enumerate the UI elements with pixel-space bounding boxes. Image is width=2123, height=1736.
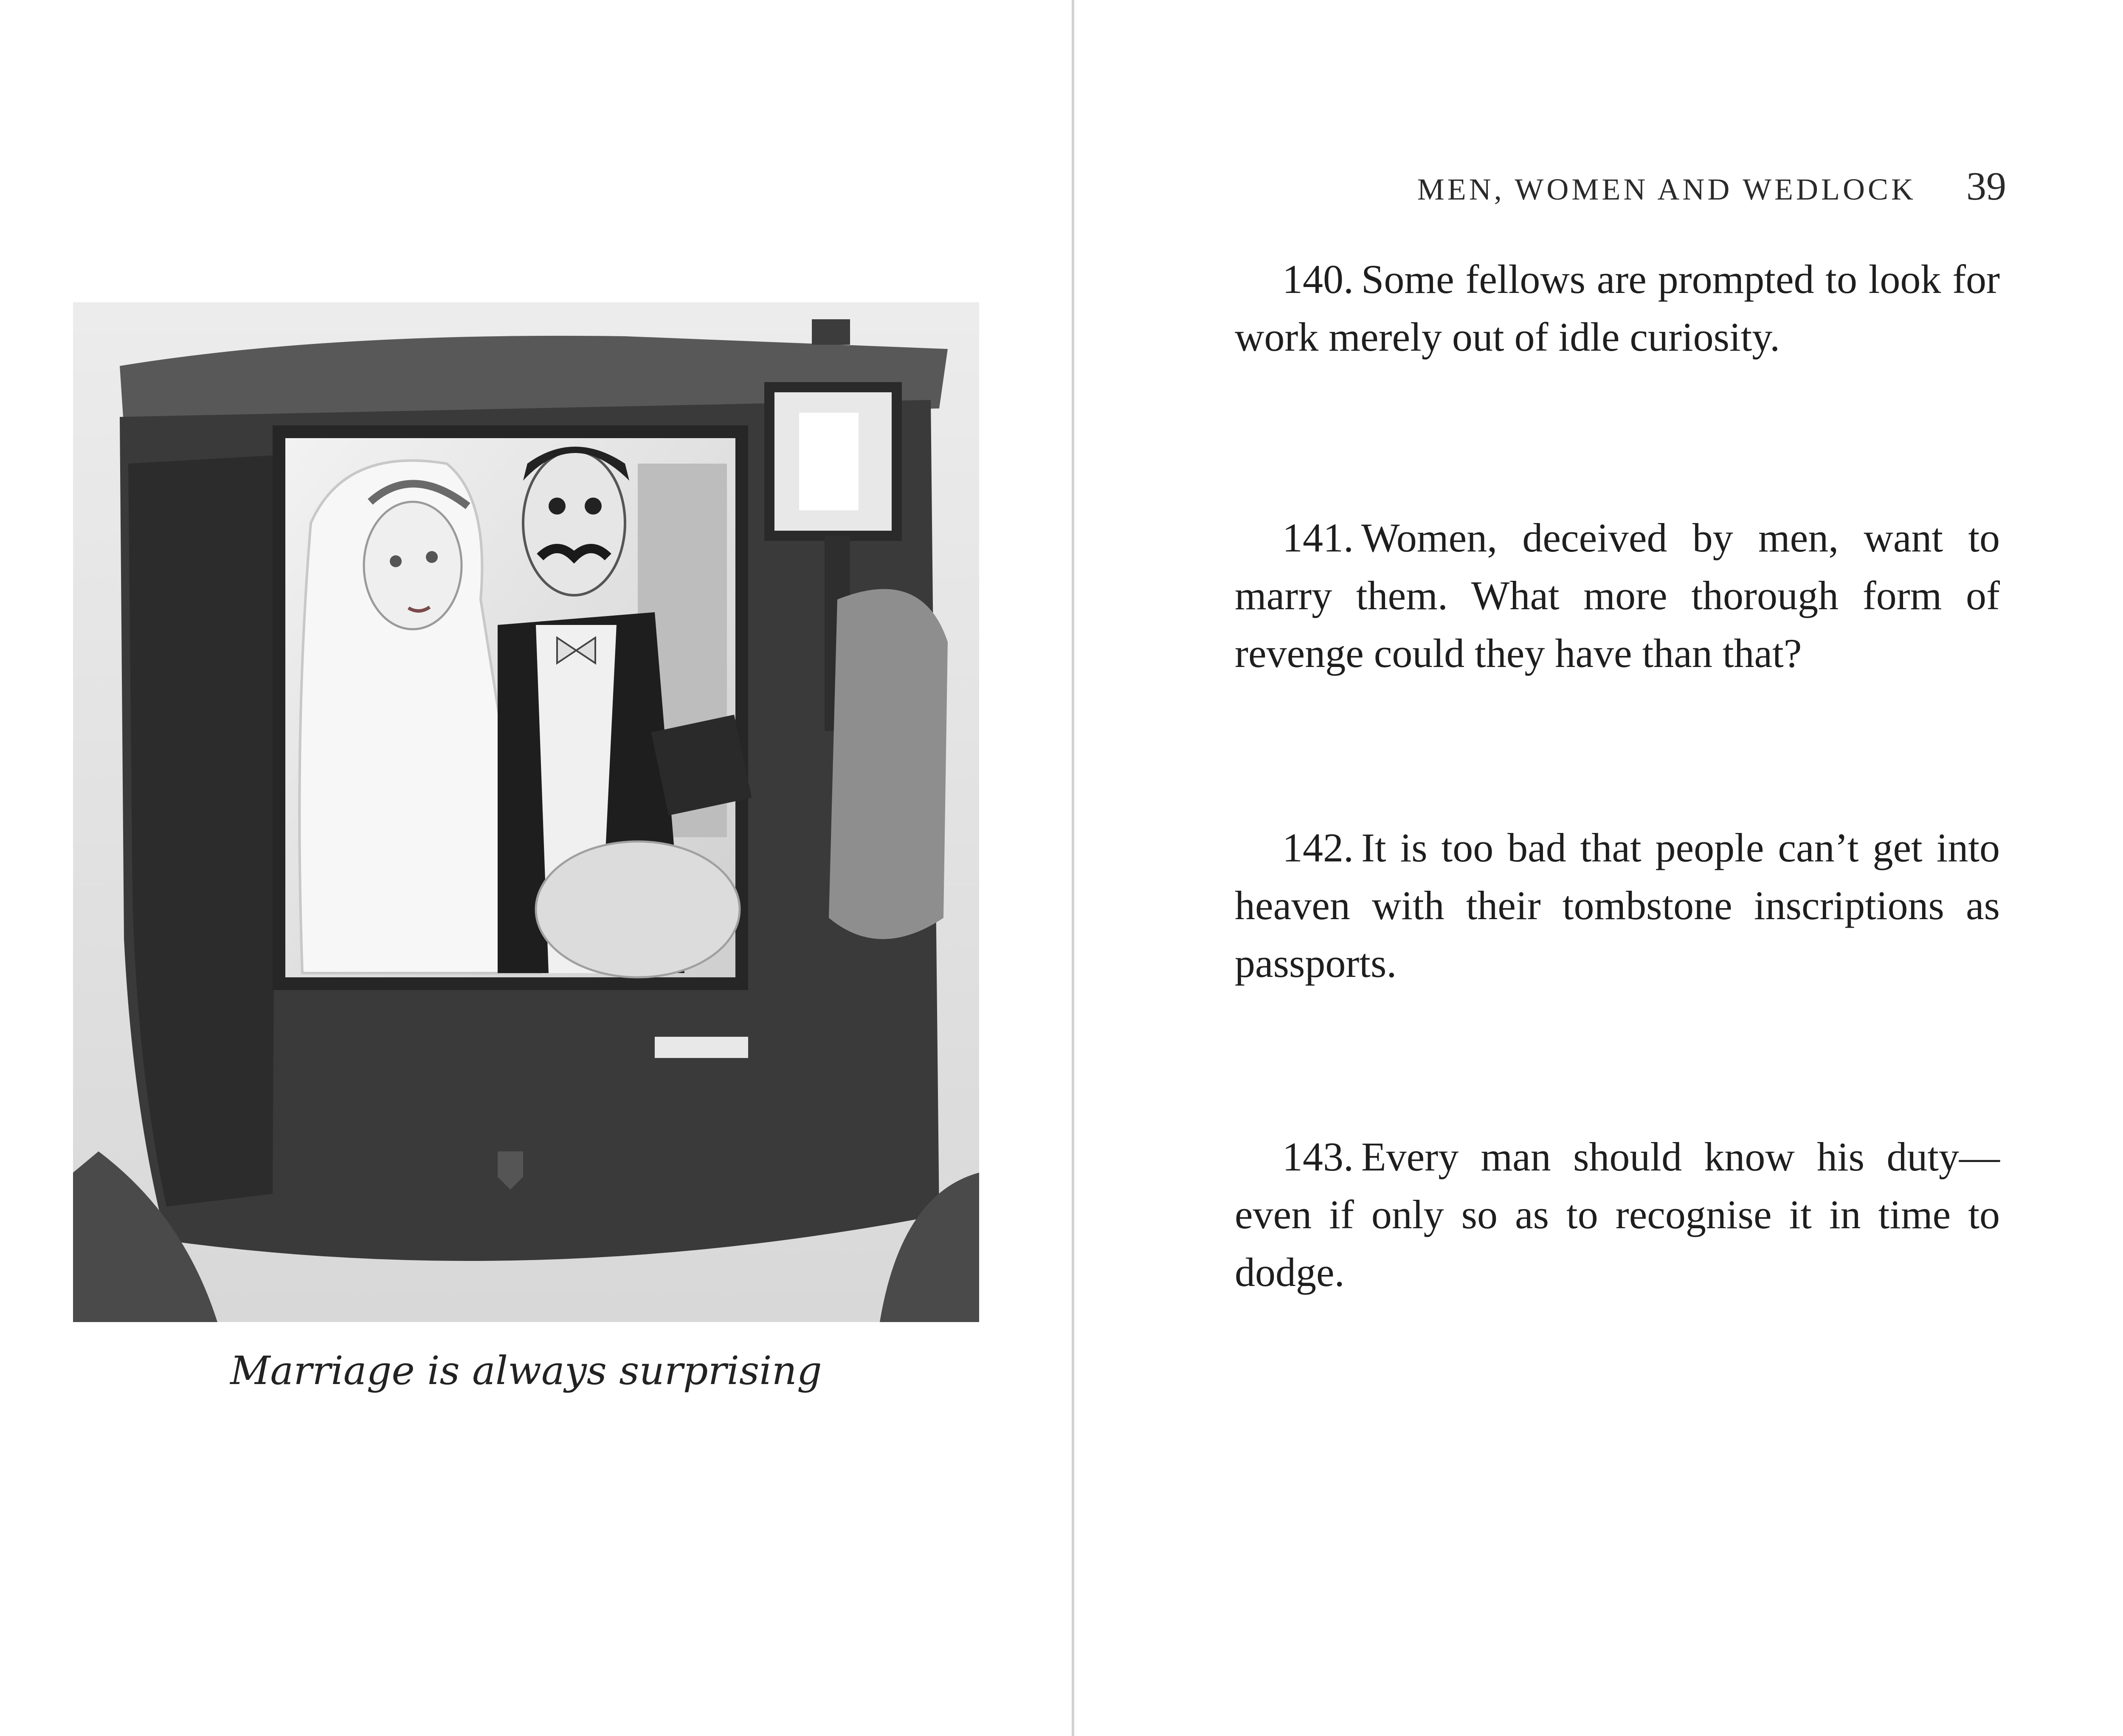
- entry-number: 143.: [1282, 1134, 1354, 1179]
- groom-eye: [549, 498, 566, 515]
- illustration-art: [73, 302, 979, 1322]
- bridal-bouquet: [536, 841, 740, 977]
- page-number: 39: [1966, 164, 2006, 208]
- entry-text: Women, deceived by men, want to marry them. What more thorough form of revenge could they have than that?: [1235, 515, 2000, 676]
- entry-number: 142.: [1282, 825, 1354, 870]
- carriage-side-panel: [128, 455, 277, 1207]
- running-title: MEN, WOMEN AND WEDLOCK: [1417, 172, 1916, 206]
- entry-143: [1235, 1128, 2000, 1301]
- bride-eye: [390, 555, 402, 567]
- entry-141: [1235, 509, 2000, 682]
- entry-number: 141.: [1282, 515, 1354, 560]
- entry-text: Some fellows are prompted to look for work merely out of idle curiosity.: [1235, 256, 2000, 360]
- right-page: [1074, 0, 2123, 1736]
- groom-eye: [585, 498, 602, 515]
- carriage-illustration: [73, 302, 979, 1322]
- flower-garland: [829, 589, 948, 939]
- entry-number: 140.: [1282, 256, 1354, 302]
- bride-eye: [426, 551, 438, 563]
- lantern-light: [799, 413, 859, 510]
- prayer-book: [651, 715, 752, 815]
- groom-face: [523, 451, 625, 595]
- illustration-caption: Marriage is always surprising: [230, 1348, 822, 1393]
- entry-text: Every man should know his duty—even if only so as to recognise it in time to dodge.: [1235, 1134, 2000, 1295]
- lantern-cap: [812, 319, 850, 345]
- entry-142: [1235, 819, 2000, 992]
- entry-text: It is too bad that people can’t get into heaven with their tombstone inscriptions as passports.: [1235, 825, 2000, 986]
- door-handle: [655, 1037, 748, 1058]
- running-head: [1417, 163, 2006, 209]
- entry-140: [1235, 250, 2000, 366]
- entries-list: [1235, 250, 2000, 1444]
